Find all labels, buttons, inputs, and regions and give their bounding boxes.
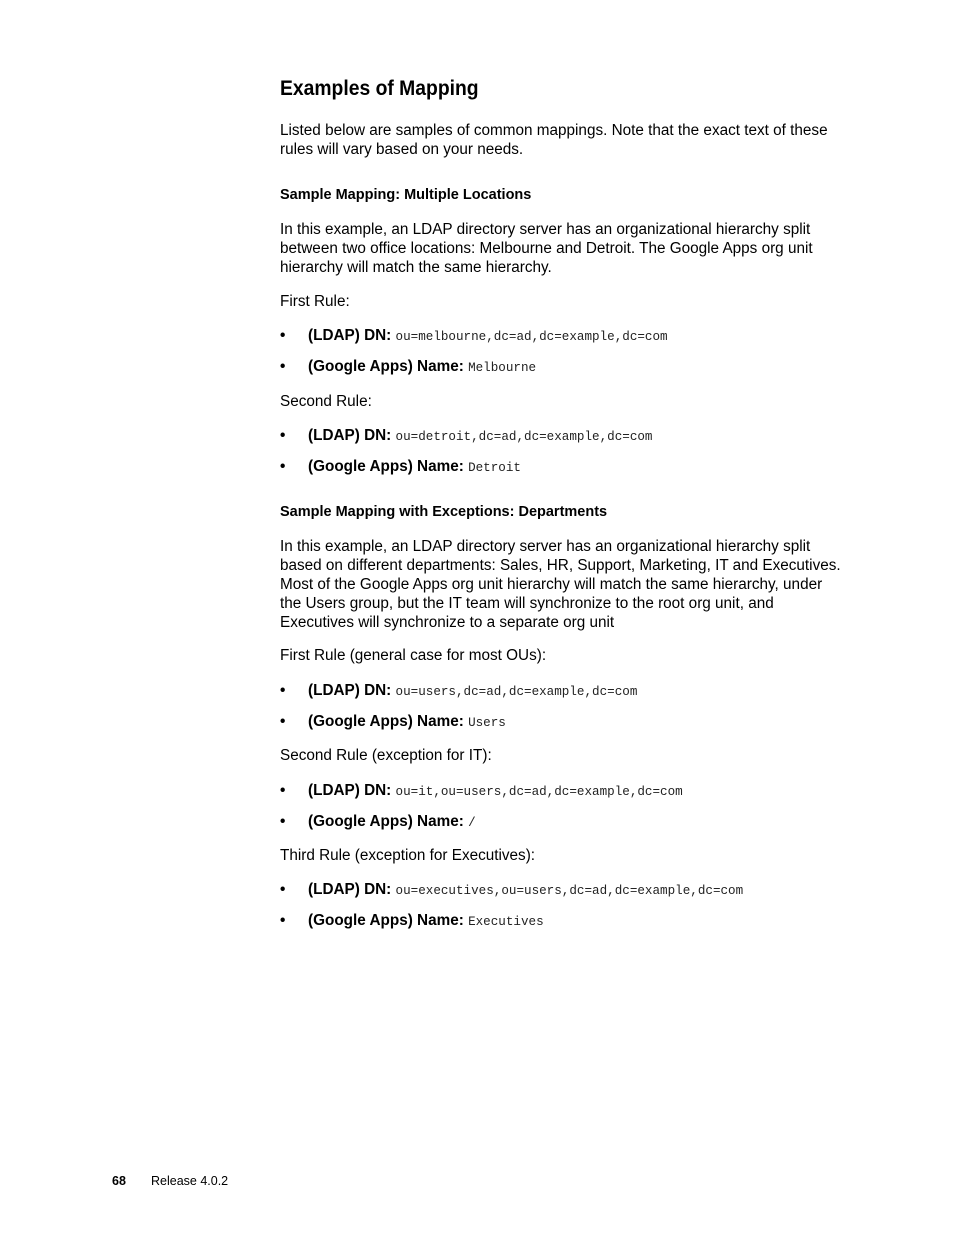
bullet-icon: •: [280, 912, 286, 929]
dn-value: ou=executives,ou=users,dc=ad,dc=example,dc=com: [395, 884, 744, 898]
name-value: Users: [468, 716, 506, 730]
section-description-locations: In this example, an LDAP directory server has an organizational hierarchy split between two office locations: Melbourne and Detroit. The Google Apps org unit hierarchy will match the same hierarchy.: [280, 221, 813, 276]
name-label: (Google Apps) Name:: [308, 358, 464, 375]
dn-label: (LDAP) DN:: [308, 682, 392, 699]
bullet-icon: •: [280, 682, 286, 699]
dn-label: (LDAP) DN:: [308, 427, 392, 444]
footer-release: Release 4.0.2: [151, 1174, 229, 1188]
section-heading-locations: Sample Mapping: Multiple Locations: [280, 187, 532, 203]
name-value: Executives: [468, 915, 544, 929]
bullet-icon: •: [280, 782, 286, 799]
rule-label: First Rule (general case for most OUs):: [280, 647, 547, 664]
rule-label: Second Rule:: [280, 393, 372, 410]
bullet-icon: •: [280, 881, 286, 898]
rule-label: Third Rule (exception for Executives):: [280, 847, 536, 864]
section-heading-departments: Sample Mapping with Exceptions: Departments: [280, 504, 608, 520]
name-value: Melbourne: [468, 361, 537, 375]
dn-label: (LDAP) DN:: [308, 782, 392, 799]
dn-value: ou=melbourne,dc=ad,dc=example,dc=com: [395, 330, 668, 344]
rule-label: First Rule:: [280, 293, 350, 310]
dn-value: ou=detroit,dc=ad,dc=example,dc=com: [395, 430, 653, 444]
dn-value: ou=users,dc=ad,dc=example,dc=com: [395, 685, 638, 699]
footer-page-number: 68: [112, 1174, 126, 1188]
dn-label: (LDAP) DN:: [308, 327, 392, 344]
bullet-icon: •: [280, 813, 286, 830]
name-value: /: [468, 816, 476, 830]
bullet-icon: •: [280, 358, 286, 375]
page-title: Examples of Mapping: [280, 77, 479, 100]
name-label: (Google Apps) Name:: [308, 713, 464, 730]
bullet-icon: •: [280, 327, 286, 344]
rule-label: Second Rule (exception for IT):: [280, 747, 492, 764]
name-label: (Google Apps) Name:: [308, 912, 464, 929]
bullet-icon: •: [280, 713, 286, 730]
name-label: (Google Apps) Name:: [308, 458, 464, 475]
name-value: Detroit: [468, 461, 521, 475]
dn-value: ou=it,ou=users,dc=ad,dc=example,dc=com: [395, 785, 683, 799]
intro-paragraph: Listed below are samples of common mappings. Note that the exact text of these rules will vary based on your needs.: [280, 122, 828, 158]
bullet-icon: •: [280, 427, 286, 444]
dn-label: (LDAP) DN:: [308, 881, 392, 898]
name-label: (Google Apps) Name:: [308, 813, 464, 830]
section-description-departments: In this example, an LDAP directory server has an organizational hierarchy split based on different departments: Sales, HR, Support, Marketing, IT and Executives. Most of the Google Apps org unit hierarchy will match the same hierarchy, under the Users group, but the IT team will synchronize to the root org unit, and Executives will synchronize to a separate org unit: [280, 538, 841, 631]
bullet-icon: •: [280, 458, 286, 475]
